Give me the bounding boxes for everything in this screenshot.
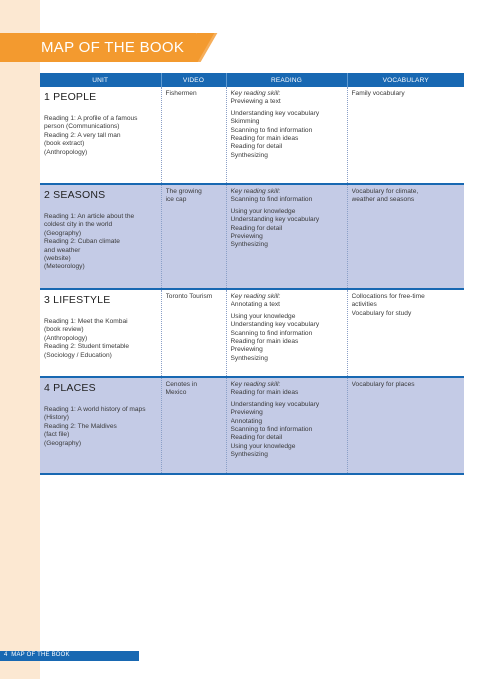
- video-title: Fishermen: [165, 90, 197, 97]
- vocabulary-cell: [347, 87, 464, 184]
- reading-skill: Annotating: [230, 417, 263, 425]
- key-skill-label: Key reading skill:: [230, 90, 281, 97]
- vocabulary-item: activities: [351, 301, 377, 309]
- title-banner: [0, 33, 214, 62]
- page-title: MAP OF THE BOOK: [41, 39, 185, 56]
- reading-text: (book extract): [44, 140, 85, 148]
- unit-title: 1 PEOPLE: [44, 91, 97, 103]
- reading-skill: Understanding key vocabulary: [230, 109, 320, 117]
- reading-skill: Using your knowledge: [230, 207, 296, 215]
- reading-skills-cell: [226, 289, 347, 377]
- reading-text: Reading 2: Cuban climate: [44, 238, 120, 246]
- reading-skill: Annotating a text: [230, 301, 280, 309]
- reading-text: (Geography): [44, 439, 82, 447]
- header-vocabulary: VOCABULARY: [347, 73, 464, 87]
- footer-section-label: MAP OF THE BOOK: [11, 652, 70, 658]
- vocabulary-item: weather and seasons: [351, 196, 415, 204]
- reading-text: and weather: [44, 246, 81, 254]
- header-unit: UNIT: [40, 73, 161, 87]
- reading-skills-cell: [226, 377, 347, 474]
- footer-bar: [0, 651, 139, 661]
- reading-text: person (Communications): [44, 123, 120, 131]
- reading-text: (History): [44, 414, 69, 422]
- unit-title: 2 SEASONS: [44, 189, 106, 201]
- unit-row: [40, 377, 464, 474]
- reading-skill: Synthesizing: [230, 354, 268, 362]
- reading-skill: Scanning to find information: [230, 196, 313, 204]
- reading-skill: Previewing: [230, 346, 263, 354]
- unit-row: [40, 87, 464, 184]
- reading-text: (Anthropology): [44, 148, 88, 156]
- reading-skill: Skimming: [230, 118, 260, 126]
- reading-skill: Reading for main ideas: [230, 338, 299, 346]
- reading-skill: Synthesizing: [230, 241, 268, 249]
- unit-row: [40, 184, 464, 289]
- unit-cell: [40, 289, 161, 377]
- reading-skill: Reading for detail: [230, 434, 283, 442]
- reading-skill: Using your knowledge: [230, 442, 296, 450]
- video-title: Toronto Tourism: [165, 293, 213, 300]
- vocabulary-item: Collocations for free-time: [351, 293, 425, 300]
- table-header-row: [40, 73, 464, 87]
- reading-text: (fact file): [44, 431, 70, 439]
- reading-skill: Understanding key vocabulary: [230, 321, 320, 329]
- reading-skill: Previewing: [230, 233, 263, 241]
- vocabulary-cell: [347, 377, 464, 474]
- key-skill-label: Key reading skill:: [230, 381, 281, 388]
- reading-text: (Geography): [44, 229, 82, 237]
- video-title: Cenotes in: [165, 381, 198, 388]
- left-margin-strip: [0, 0, 40, 679]
- reading-text: Reading 1: A world history of maps: [44, 406, 146, 413]
- reading-text: (book review): [44, 326, 84, 334]
- footer-label: [4, 652, 70, 658]
- unit-title: 3 LIFESTYLE: [44, 294, 111, 306]
- reading-text: Reading 2: Student timetable: [44, 343, 130, 351]
- reading-skill: Reading for detail: [230, 143, 283, 151]
- reading-skill: Reading for detail: [230, 224, 283, 232]
- reading-text: (website): [44, 255, 71, 263]
- unit-cell: [40, 87, 161, 184]
- reading-skills-cell: [226, 184, 347, 289]
- table-body: [40, 87, 464, 474]
- vocabulary-item: Vocabulary for study: [351, 309, 412, 317]
- reading-skill: Synthesizing: [230, 151, 268, 159]
- unit-row: [40, 289, 464, 377]
- reading-skill: Scanning to find information: [230, 426, 313, 434]
- reading-text: Reading 1: An article about the: [44, 213, 135, 220]
- key-skill-label: Key reading skill:: [230, 188, 281, 195]
- video-cell: [161, 377, 226, 474]
- vocabulary-item: Family vocabulary: [351, 90, 405, 97]
- video-cell: [161, 289, 226, 377]
- vocabulary-cell: [347, 289, 464, 377]
- unit-cell: [40, 377, 161, 474]
- reading-text: Reading 1: Meet the Kombai: [44, 318, 128, 325]
- reading-text: Reading 1: A profile of a famous: [44, 115, 138, 122]
- reading-text: (Sociology / Education): [44, 351, 112, 359]
- unit-cell: [40, 184, 161, 289]
- key-skill-label: Key reading skill:: [230, 293, 281, 300]
- header-reading: READING: [226, 73, 347, 87]
- unit-title: 4 PLACES: [44, 382, 96, 394]
- reading-skill: Scanning to find information: [230, 126, 313, 134]
- vocabulary-item: Vocabulary for climate,: [351, 188, 419, 195]
- reading-skill: Scanning to find information: [230, 329, 313, 337]
- video-cell: [161, 87, 226, 184]
- reading-skill: Synthesizing: [230, 451, 268, 459]
- reading-skill: Reading for main ideas: [230, 389, 299, 397]
- reading-skill: Previewing a text: [230, 98, 281, 106]
- video-cell: [161, 184, 226, 289]
- map-of-book-table: [40, 73, 464, 475]
- header-video: VIDEO: [161, 73, 226, 87]
- page-number: 4: [4, 652, 8, 658]
- reading-text: Reading 2: A very tall man: [44, 131, 121, 139]
- reading-skill: Previewing: [230, 409, 263, 417]
- reading-skill: Reading for main ideas: [230, 135, 299, 143]
- reading-text: coldest city in the world: [44, 221, 113, 229]
- reading-text: (Anthropology): [44, 334, 88, 342]
- reading-skill: Using your knowledge: [230, 312, 296, 320]
- reading-skill: Understanding key vocabulary: [230, 216, 320, 224]
- video-title: The growing: [165, 188, 202, 195]
- reading-text: Reading 2: The Maldives: [44, 422, 117, 430]
- video-title: ice cap: [165, 196, 187, 204]
- vocabulary-item: Vocabulary for places: [351, 381, 415, 388]
- vocabulary-cell: [347, 184, 464, 289]
- video-title: Mexico: [165, 389, 187, 397]
- reading-skill: Understanding key vocabulary: [230, 400, 320, 408]
- reading-skills-cell: [226, 87, 347, 184]
- reading-text: (Meteorology): [44, 263, 85, 271]
